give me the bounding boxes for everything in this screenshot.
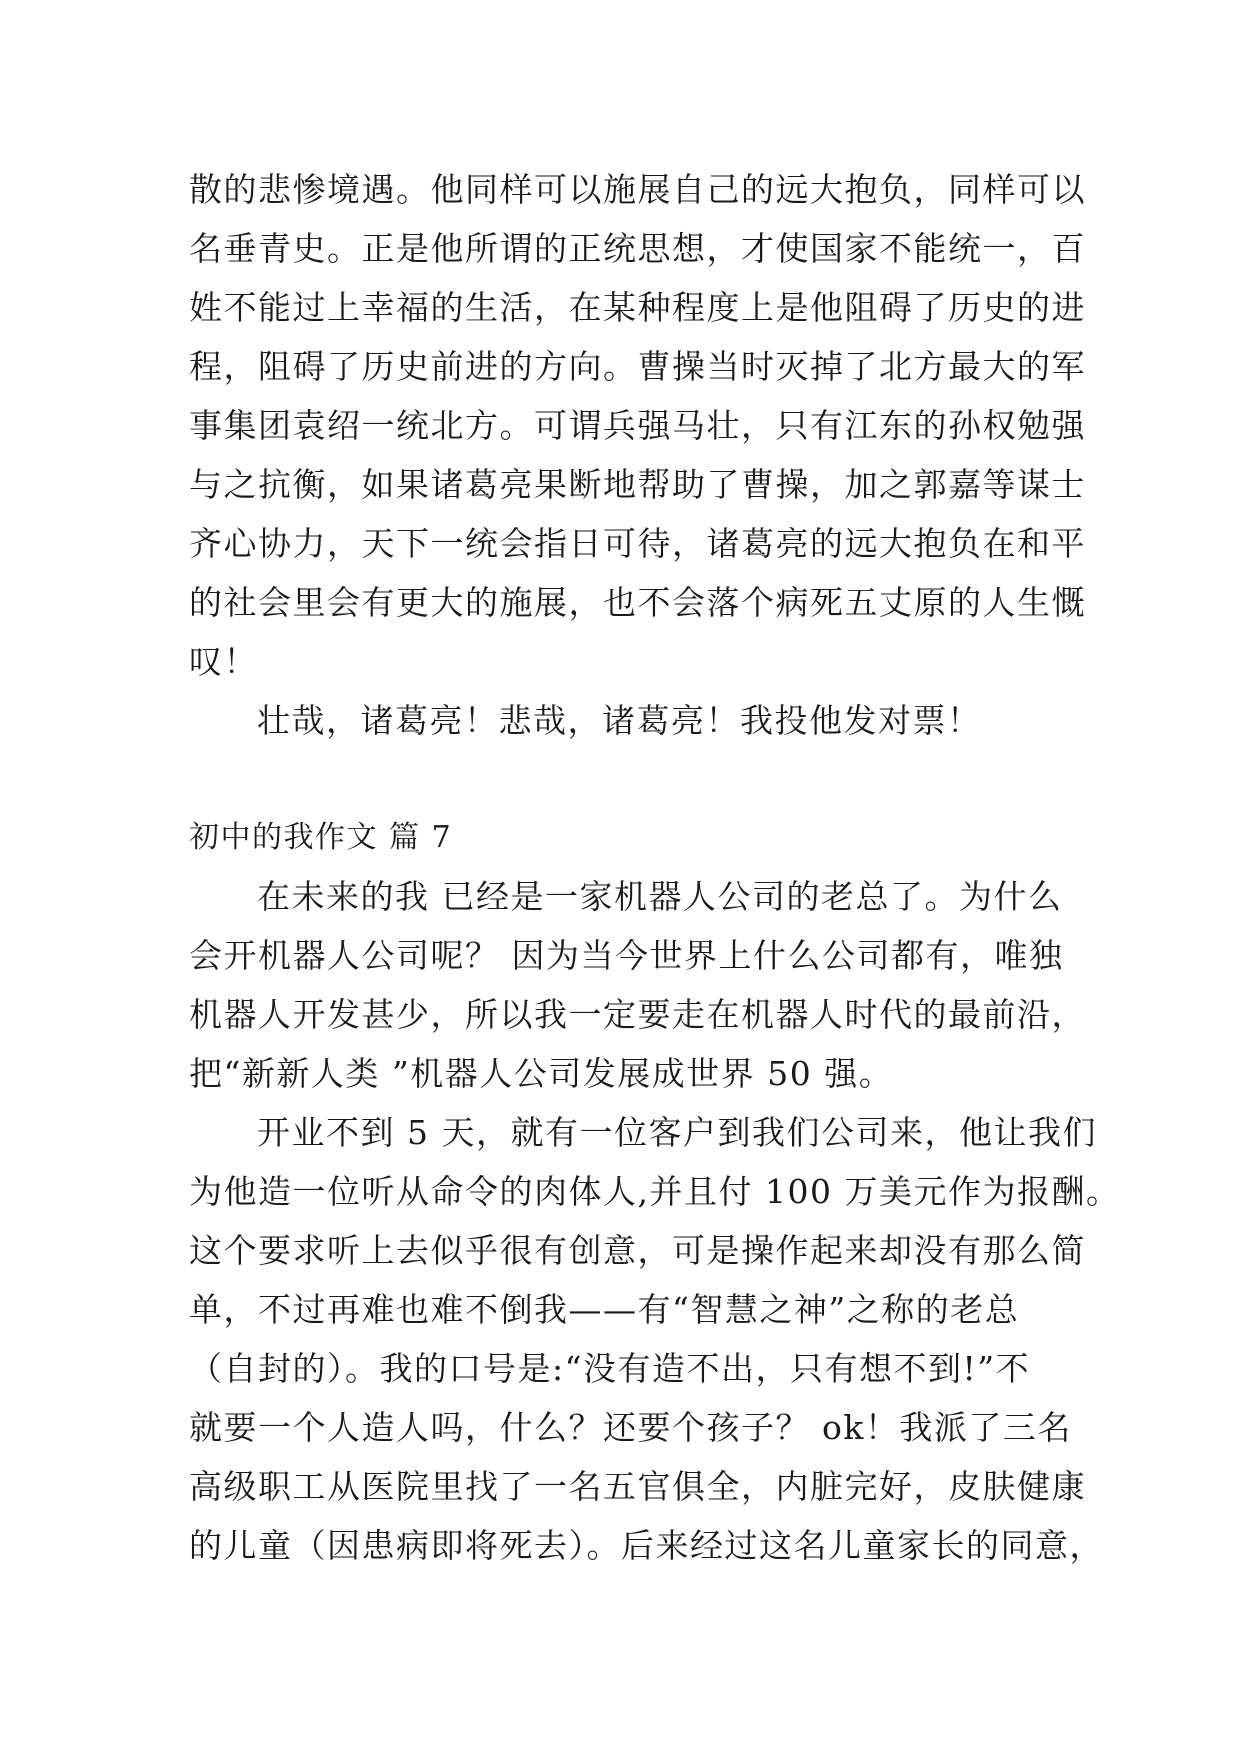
text-line: 名垂青史。正是他所谓的正统思想，才使国家不能统一，百 [189, 229, 1086, 268]
text-line: 机器人开发甚少，所以我一定要走在机器人时代的最前沿， [189, 995, 1086, 1034]
text-line: 齐心协力，天下一统会指日可待，诸葛亮的远大抱负在和平 [189, 524, 1086, 563]
text-line: 散的悲惨境遇。他同样可以施展自己的远大抱负，同样可以 [189, 170, 1086, 209]
text-line: 在未来的我 已经是一家机器人公司的老总了。为什么 [257, 877, 1063, 916]
text-line: 姓不能过上幸福的生活，在某种程度上是他阻碍了历史的进 [189, 288, 1086, 327]
text-line: 开业不到 5 天，就有一位客户到我们公司来，他让我们 [257, 1113, 1097, 1152]
text-line: 高级职工从医院里找了一名五官俱全，内脏完好，皮肤健康 [189, 1467, 1086, 1506]
text-line: 的儿童（因患病即将死去）。后来经过这名儿童家长的同意， [189, 1526, 1104, 1565]
text-line: 把“新新人类 ”机器人公司发展成世界 50 强。 [189, 1054, 894, 1093]
text-line: 为他造一位听从命令的肉体人,并且付 100 万美元作为报酬。 [189, 1172, 1121, 1211]
text-line: 会开机器人公司呢？ 因为当今世界上什么公司都有，唯独 [189, 936, 1064, 975]
closing-line: 壮哉，诸葛亮！悲哉，诸葛亮！我投他发对票！ [257, 701, 982, 740]
section-gap [189, 750, 1053, 808]
section-heading: 初中的我作文 篇 7 [189, 820, 453, 855]
page-content [189, 160, 1121, 1575]
text-line: 叹！ [189, 642, 258, 681]
text-line: （自封的）。我的口号是:“没有造不出，只有想不到!”不 [189, 1349, 1031, 1388]
text-line: 事集团袁绍一统北方。可谓兵强马壮，只有江东的孙权勉强 [189, 406, 1086, 445]
text-line: 这个要求听上去似乎很有创意，可是操作起来却没有那么简 [189, 1231, 1086, 1270]
text-line: 单，不过再难也难不倒我——有“智慧之神”之称的老总 [189, 1290, 1020, 1329]
text-line: 的社会里会有更大的施展，也不会落个病死五丈原的人生慨 [189, 583, 1086, 622]
text-line: 程，阻碍了历史前进的方向。曹操当时灭掉了北方最大的军 [189, 347, 1086, 386]
text-line: 与之抗衡，如果诸葛亮果断地帮助了曹操，加之郭嘉等谋士 [189, 465, 1086, 504]
text-line: 就要一个人造人吗，什么？还要个孩子？ ok！我派了三名 [189, 1408, 1072, 1447]
